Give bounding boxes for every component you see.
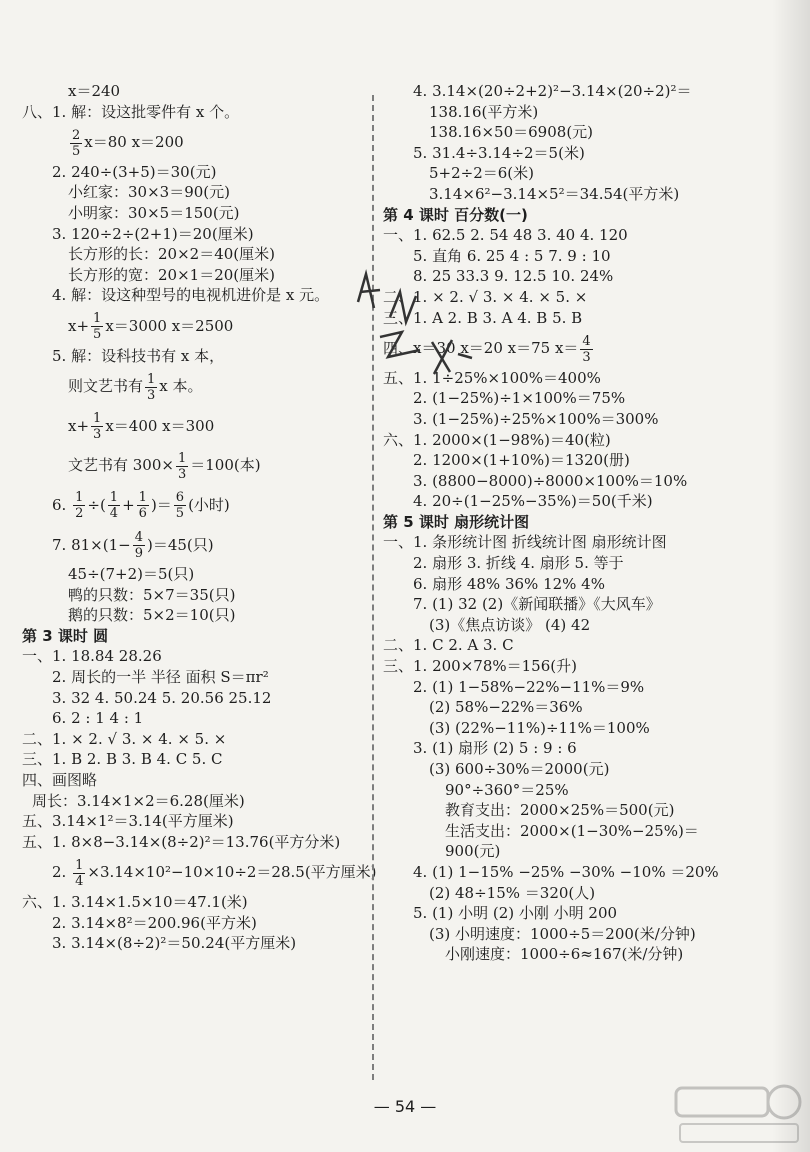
page-number: — 54 — xyxy=(373,1097,437,1116)
fraction-numerator: 1 xyxy=(75,490,84,506)
answer-text: (小时) xyxy=(188,495,230,514)
fraction-numerator: 4 xyxy=(582,333,591,349)
answer-line: 2. 240÷(3+5)＝30(元) xyxy=(52,162,217,181)
answer-line: (3) 小明速度：1000÷5＝200(米/分钟) xyxy=(429,924,696,943)
answer-line: 8. 25 33.3 9. 12.5 10. 24% xyxy=(413,267,614,286)
answer-text: x+ xyxy=(68,416,90,435)
answer-line: 鹅的只数：5×2＝10(只) xyxy=(68,606,236,625)
answer-line: 2. 1200×(1+10%)＝1320(册) xyxy=(413,451,630,470)
answer-line: 3. 120÷2÷(2+1)＝20(厘米) xyxy=(52,224,254,243)
answer-text: 7. 81×(1− xyxy=(52,535,131,554)
fraction-denominator: 5 xyxy=(93,327,102,343)
answer-line: 一、1. 条形统计图 折线统计图 扇形统计图 xyxy=(383,533,667,552)
answer-line: 五、3.14×1²＝3.14(平方厘米) xyxy=(22,812,234,831)
answer-line: 周长：3.14×1×2＝6.28(厘米) xyxy=(32,791,245,810)
answer-text: ＝100(本) xyxy=(190,456,261,475)
answer-line: 3. (8800−8000)÷8000×100%＝10% xyxy=(413,471,688,490)
answer-line: 2. (1) 1−58%−22%−11%＝9% xyxy=(413,677,645,696)
fraction xyxy=(91,311,103,342)
answer-line xyxy=(22,123,367,161)
fraction xyxy=(73,858,85,889)
fraction xyxy=(73,490,85,521)
answer-text: x＝3000 x＝2500 xyxy=(105,316,234,335)
fraction-denominator: 4 xyxy=(75,873,84,889)
answer-line: 45÷(7+2)＝5(只) xyxy=(68,565,195,584)
answer-line: 6. 2 : 1 4 : 1 xyxy=(52,709,144,728)
answer-line: 3. 3.14×(8÷2)²＝50.24(平方厘米) xyxy=(52,934,297,953)
answer-line: 6. 扇形 48% 36% 12% 4% xyxy=(413,574,605,593)
fraction xyxy=(580,334,592,365)
answer-line: (2) 58%−22%＝36% xyxy=(429,698,583,717)
fraction xyxy=(108,490,120,521)
answer-line: 长方形的宽：20×1＝20(厘米) xyxy=(68,265,275,284)
answer-text: )＝45(只) xyxy=(146,535,214,554)
answer-line: (2) 48÷15% ＝320(人) xyxy=(429,883,596,902)
fraction-numerator: 1 xyxy=(93,311,102,327)
fraction-numerator: 1 xyxy=(138,490,147,506)
watermark-logo xyxy=(672,1080,802,1146)
answer-line: 2. 3.14×8²＝200.96(平方米) xyxy=(52,913,257,932)
answer-text: ×3.14×10²−10×10÷2＝28.5(平方厘米) xyxy=(87,863,377,882)
fraction-numerator: 6 xyxy=(175,490,185,506)
answer-text: )＝ xyxy=(150,495,172,514)
answer-line: 3.14×6²−3.14×5²＝34.54(平方米) xyxy=(429,184,680,203)
column-divider xyxy=(372,95,374,1080)
fraction-denominator: 4 xyxy=(109,506,119,522)
answer-text: 文艺书有 300× xyxy=(68,456,174,475)
answer-line: x＝240 xyxy=(68,82,121,100)
answer-line: 4. 解：设这种型号的电视机进价是 x 元。 xyxy=(52,286,330,305)
fraction-denominator: 2 xyxy=(75,506,84,522)
answer-line: 二、1. C 2. A 3. C xyxy=(383,636,514,655)
fraction xyxy=(91,411,103,442)
answer-line: 二、1. × 2. √ 3. × 4. × 5. × xyxy=(383,287,588,306)
fraction xyxy=(70,128,82,159)
fraction-denominator: 6 xyxy=(138,506,147,522)
answer-line: 三、1. 200×78%＝156(升) xyxy=(383,657,577,676)
answer-line: 2. 周长的一半 半径 面积 S＝πr² xyxy=(52,668,269,687)
answer-line: 四、画图略 xyxy=(22,771,98,790)
answer-line: 5. 直角 6. 25 4 : 5 7. 9 : 10 xyxy=(413,246,611,265)
answer-text: 则文艺书有 xyxy=(68,377,144,396)
fraction-denominator: 3 xyxy=(147,387,156,403)
fraction-numerator: 1 xyxy=(147,371,156,387)
answer-line: 7. (1) 32 (2)《新闻联播》《大风车》 xyxy=(413,595,661,614)
fraction-denominator: 9 xyxy=(134,546,143,561)
fraction-numerator: 2 xyxy=(72,127,81,143)
answer-line: 5. (1) 小明 (2) 小刚 小明 200 xyxy=(413,904,618,923)
answer-line: 900(元) xyxy=(445,842,501,861)
fraction xyxy=(176,451,188,482)
section-heading: 第 4 课时 百分数(一) xyxy=(383,205,528,224)
fraction-numerator: 1 xyxy=(93,411,102,427)
answer-line: 5. 31.4÷3.14÷2＝5(米) xyxy=(413,143,585,162)
section-heading: 第 5 课时 扇形统计图 xyxy=(383,512,530,531)
answer-line: 3. (1−25%)÷25%×100%＝300% xyxy=(413,409,659,428)
answer-line xyxy=(22,446,367,484)
answer-line: 小明家：30×5＝150(元) xyxy=(68,203,240,222)
fraction xyxy=(133,530,145,561)
answer-line: 3. 32 4. 50.24 5. 20.56 25.12 xyxy=(52,688,272,707)
fraction-numerator: 1 xyxy=(75,857,84,873)
fraction-denominator: 5 xyxy=(72,143,81,159)
answer-text: ÷( xyxy=(87,495,106,514)
answer-line: 138.16×50＝6908(元) xyxy=(429,123,594,142)
answer-line: 4. 20÷(1−25%−35%)＝50(千米) xyxy=(413,492,653,511)
answer-line xyxy=(22,367,367,405)
answer-line xyxy=(22,526,367,564)
answer-line: 长方形的长：20×2＝40(厘米) xyxy=(68,245,275,264)
fraction-denominator: 3 xyxy=(93,427,102,443)
fraction xyxy=(137,490,149,521)
answer-text: 四、x＝30 x＝20 x＝75 x＝ xyxy=(383,339,579,358)
right-answer-column xyxy=(383,82,783,966)
fraction-denominator: 3 xyxy=(582,349,591,365)
answer-line: 90°÷360°＝25% xyxy=(445,780,569,799)
answer-line: 4. 3.14×(20÷2+2)²−3.14×(20÷2)²＝ xyxy=(413,82,692,100)
answer-text: x+ xyxy=(68,316,90,335)
answer-line: 5. 解：设科技书有 x 本， xyxy=(52,346,225,365)
answer-line: 小红家：30×3＝90(元) xyxy=(68,183,230,202)
answer-line: 三、1. B 2. B 3. B 4. C 5. C xyxy=(22,750,223,769)
answer-line xyxy=(22,853,377,891)
answer-line: (3)《焦点访谈》 (4) 42 xyxy=(429,615,591,634)
answer-line: 六、1. 2000×(1−98%)＝40(粒) xyxy=(383,430,611,449)
answer-text: 6. xyxy=(52,495,72,514)
fraction-denominator: 3 xyxy=(177,466,187,482)
answer-text: x 本。 xyxy=(159,377,203,396)
answer-line xyxy=(22,486,367,524)
fraction-numerator: 1 xyxy=(177,450,187,466)
answer-line: 五、1. 1÷25%×100%＝400% xyxy=(383,368,601,387)
handwritten-scribble xyxy=(340,262,480,392)
answer-line: 一、1. 62.5 2. 54 48 3. 40 4. 120 xyxy=(383,226,628,245)
fraction-denominator: 5 xyxy=(175,506,185,522)
answer-line: 六、1. 3.14×1.5×10＝47.1(米) xyxy=(22,893,248,911)
fraction xyxy=(145,372,157,403)
answer-line: 4. (1) 1−15% −25% −30% −10% ＝20% xyxy=(413,862,719,881)
answer-line xyxy=(22,407,367,445)
answer-text: 2. xyxy=(52,863,72,882)
answer-line: 生活支出：2000×(1−30%−25%)＝ xyxy=(445,821,699,840)
answer-line: 五、1. 8×8−3.14×(8÷2)²＝13.76(平方分米) xyxy=(22,832,341,851)
answer-line: 小刚速度：1000÷6≈167(米/分钟) xyxy=(445,945,684,964)
answer-line: 二、1. × 2. √ 3. × 4. × 5. × xyxy=(22,729,227,748)
answer-line: 5+2÷2＝6(米) xyxy=(429,164,535,183)
fraction-numerator: 4 xyxy=(134,530,143,545)
section-heading: 第 3 课时 圆 xyxy=(22,626,109,645)
answer-line: 3. (1) 扇形 (2) 5 : 9 : 6 xyxy=(413,739,577,758)
answer-line: 鸭的只数：5×7＝35(只) xyxy=(68,585,236,604)
answer-line: 三、1. A 2. B 3. A 4. B 5. B xyxy=(383,308,583,327)
answer-line: 2. (1−25%)÷1×100%＝75% xyxy=(413,389,626,408)
answer-line: 一、1. 18.84 28.26 xyxy=(22,647,162,666)
answer-line: 八、1. 解：设这批零件有 x 个。 xyxy=(22,102,240,121)
answer-line: (3) 600÷30%＝2000(元) xyxy=(429,760,610,778)
answer-line: (3) (22%−11%)÷11%＝100% xyxy=(429,718,650,737)
answer-line xyxy=(22,307,367,345)
left-answer-column xyxy=(22,82,377,955)
answer-text: x＝400 x＝300 xyxy=(105,416,215,435)
answer-line: 教育支出：2000×25%＝500(元) xyxy=(445,801,675,820)
fraction-numerator: 1 xyxy=(109,490,119,506)
answer-line: 2. 扇形 3. 折线 4. 扇形 5. 等于 xyxy=(413,554,624,573)
answer-text: x＝80 x＝200 xyxy=(84,133,184,152)
fraction xyxy=(174,490,186,521)
answer-line: 138.16(平方米) xyxy=(429,102,539,121)
answer-text: + xyxy=(122,495,135,514)
